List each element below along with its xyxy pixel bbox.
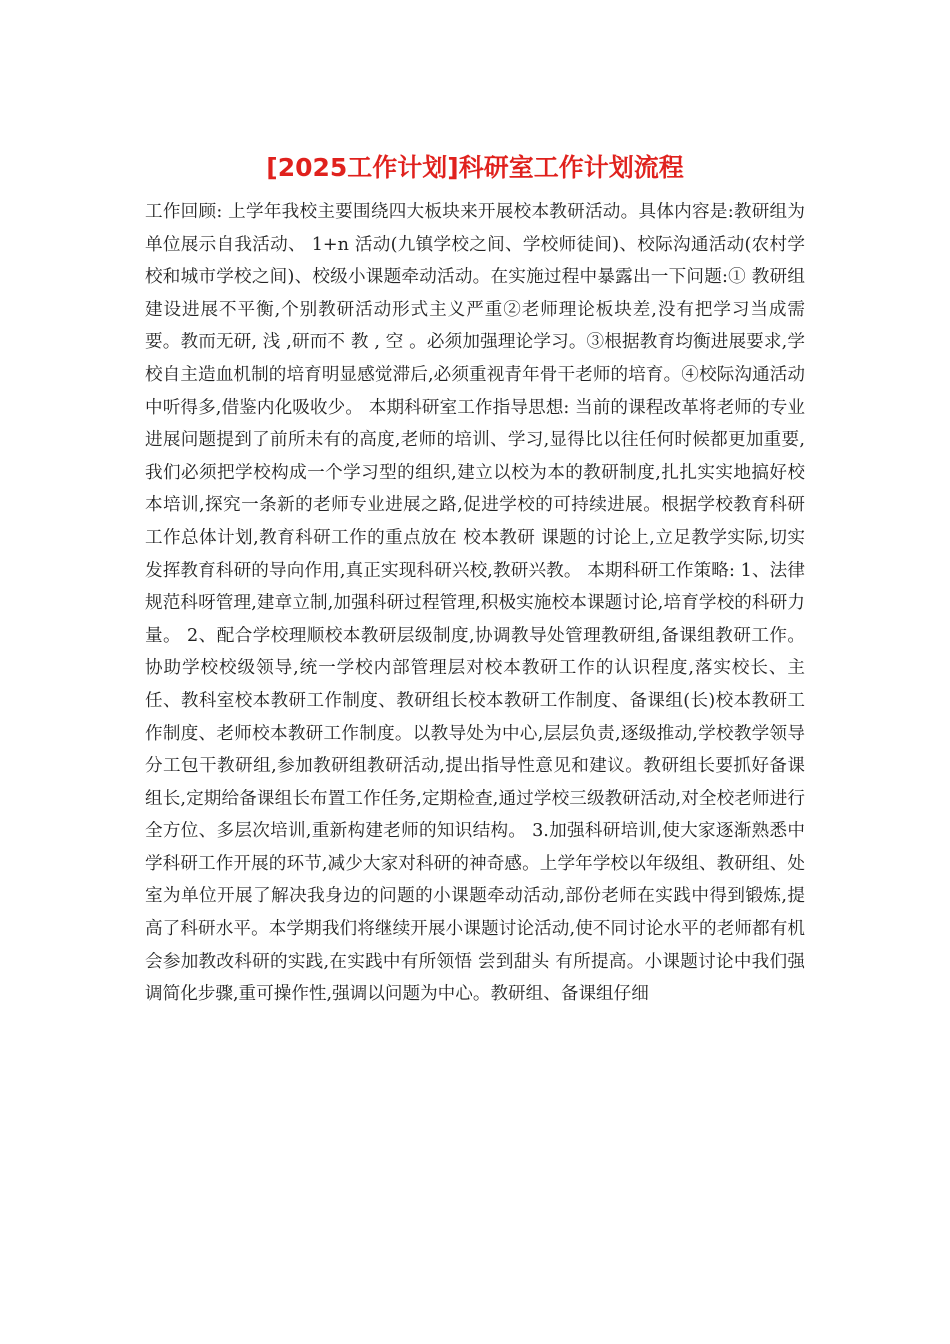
document-body-paragraph: 工作回顾: 上学年我校主要围绕四大板块来开展校本教研活动。具体内容是:教研组为单位展示自我活动、 1+n 活动(九镇学校之间、学校师徒间)、校际沟通活动(农村学校和城市学校之间)、校级小课题牵动活动。在实施过程中暴露出一下问题:① 教研组建设进展不平衡,个别教研活动形式主义严重②老师理论板块差,没有把学习当成需要。教而无研, 浅 ,研而不 教 , 空 。必须加强理论学习。③根据教育均衡进展要求,学校自主造血机制的培育明显感觉滞后,必须重视青年骨干老师的培育。④校际沟通活动中听得多,借鉴内化吸收少。 本期科研室工作指导思想: 当前的课程改革将老师的专业进展问题提到了前所未有的高度,老师的培训、学习,显得比以往任何时候都更加重要,我们必须把学校构成一个学习型的组织,建立以校为本的教研制度,扎扎实实地搞好校本培训,探究一条新的老师专业进展之路,促进学校的可持续进展。根据学校教育科研工作总体计划,教育科研工作的重点放在 校本教研 课题的讨论上,立足教学实际,切实发挥教育科研的导向作用,真正实现科研兴校,教研兴教。 本期科研工作策略: 1、法律规范科呀管理,建章立制,加强科研过程管理,积极实施校本课题讨论,培育学校的科研力量。 2、配合学校理顺校本教研层级制度,协调教导处管理教研组,备课组教研工作。协助学校校级领导,统一学校内部管理层对校本教研工作的认识程度,落实校长、主任、教科室校本教研工作制度、教研组长校本教研工作制度、备课组(长)校本教研工作制度、老师校本教研工作制度。以教导处为中心,层层负责,逐级推动,学校教学领导分工包干教研组,参加教研组教研活动,提出指导性意见和建议。教研组长要抓好备课组长,定期给备课组长布置工作任务,定期检查,通过学校三级教研活动,对全校老师进行全方位、多层次培训,重新构建老师的知识结构。 3.加强科研培训,使大家逐渐熟悉中学科研工作开展的环节,减少大家对科研的神奇感。上学年学校以年级组、教研组、处室为单位开展了解决我身边的问题的小课题牵动活动,部份老师在实践中得到锻炼,提高了科研水平。本学期我们将继续开展小课题讨论活动,使不同讨论水平的老师都有机会参加教改科研的实践,在实践中有所领悟 尝到甜头 有所提高。小课题讨论中我们强调简化步骤,重可操作性,强调以问题为中心。教研组、备课组仔细 <box>145 202 805 1005</box>
document-title: [2025工作计划]科研室工作计划流程 <box>266 153 684 182</box>
